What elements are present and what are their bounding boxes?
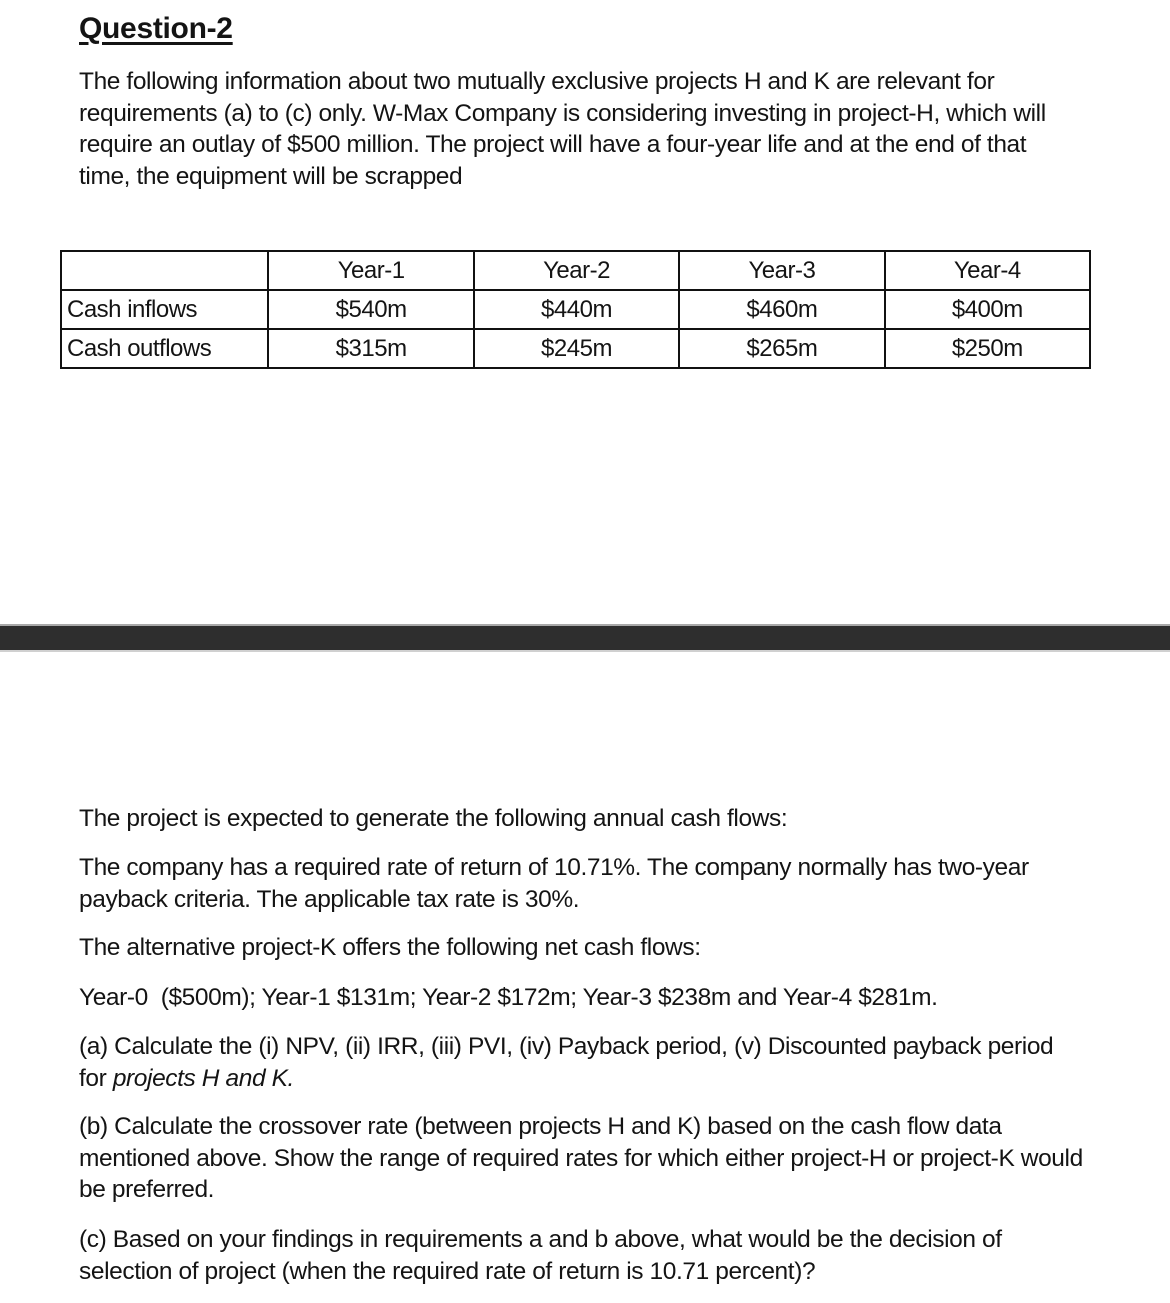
table-cell: $265m	[679, 329, 884, 368]
table-header-row	[61, 251, 1090, 290]
table-header-cell: Year-1	[268, 251, 473, 290]
question-heading: Question-2	[79, 12, 233, 45]
table-cell: $440m	[474, 290, 679, 329]
cash-flow-table	[60, 250, 1091, 369]
requirement-a-italic: projects H and K.	[112, 1064, 294, 1092]
requirement-c: (c) Based on your findings in requirements a and b above, what would be the decision of selection of project (when the required rate of return is 10.71 percent)?	[79, 1226, 1002, 1285]
requirement-b: (b) Calculate the crossover rate (between projects H and K) based on the cash flow data mentioned above. Show the range of required rates for which either project-H or project-K would be preferred.	[79, 1113, 1083, 1203]
table-header-cell: Year-2	[474, 251, 679, 290]
cash-flows-line: The project is expected to generate the following annual cash flows:	[79, 805, 788, 832]
table-header-cell: Year-3	[679, 251, 884, 290]
requirement-a	[79, 1031, 1079, 1094]
row-label: Cash outflows	[61, 329, 268, 368]
table-cell: $460m	[679, 290, 884, 329]
intro-paragraph: The following information about two mutually exclusive projects H and K are relevant for requirements (a) to (c) only. W-Max Company is considering investing in project-H, which will require an outlay of $500 million. The project will have a four-year life and at the end of that time, the equipment will be scrapped	[79, 68, 1046, 190]
table-cell: $245m	[474, 329, 679, 368]
table-header-cell	[61, 251, 268, 290]
table-cell: $540m	[268, 290, 473, 329]
page-divider-bar	[0, 624, 1170, 652]
table-row	[61, 290, 1090, 329]
row-label: Cash inflows	[61, 290, 268, 329]
alt-project-intro: The alternative project-K offers the following net cash flows:	[79, 934, 701, 961]
table-cell: $400m	[885, 290, 1090, 329]
table-cell: $315m	[268, 329, 473, 368]
alt-project-flows: Year-0 ($500m); Year-1 $131m; Year-2 $172m; Year-3 $238m and Year-4 $281m.	[79, 984, 938, 1011]
table-header-cell: Year-4	[885, 251, 1090, 290]
rate-paragraph: The company has a required rate of return of 10.71%. The company normally has two-year payback criteria. The applicable tax rate is 30%.	[79, 854, 1029, 913]
table-row	[61, 329, 1090, 368]
table-cell: $250m	[885, 329, 1090, 368]
requirement-a-text: (a) Calculate the (i) NPV, (ii) IRR, (iii) PVI, (iv) Payback period, (v) Discounted payback period for	[79, 1033, 1054, 1092]
